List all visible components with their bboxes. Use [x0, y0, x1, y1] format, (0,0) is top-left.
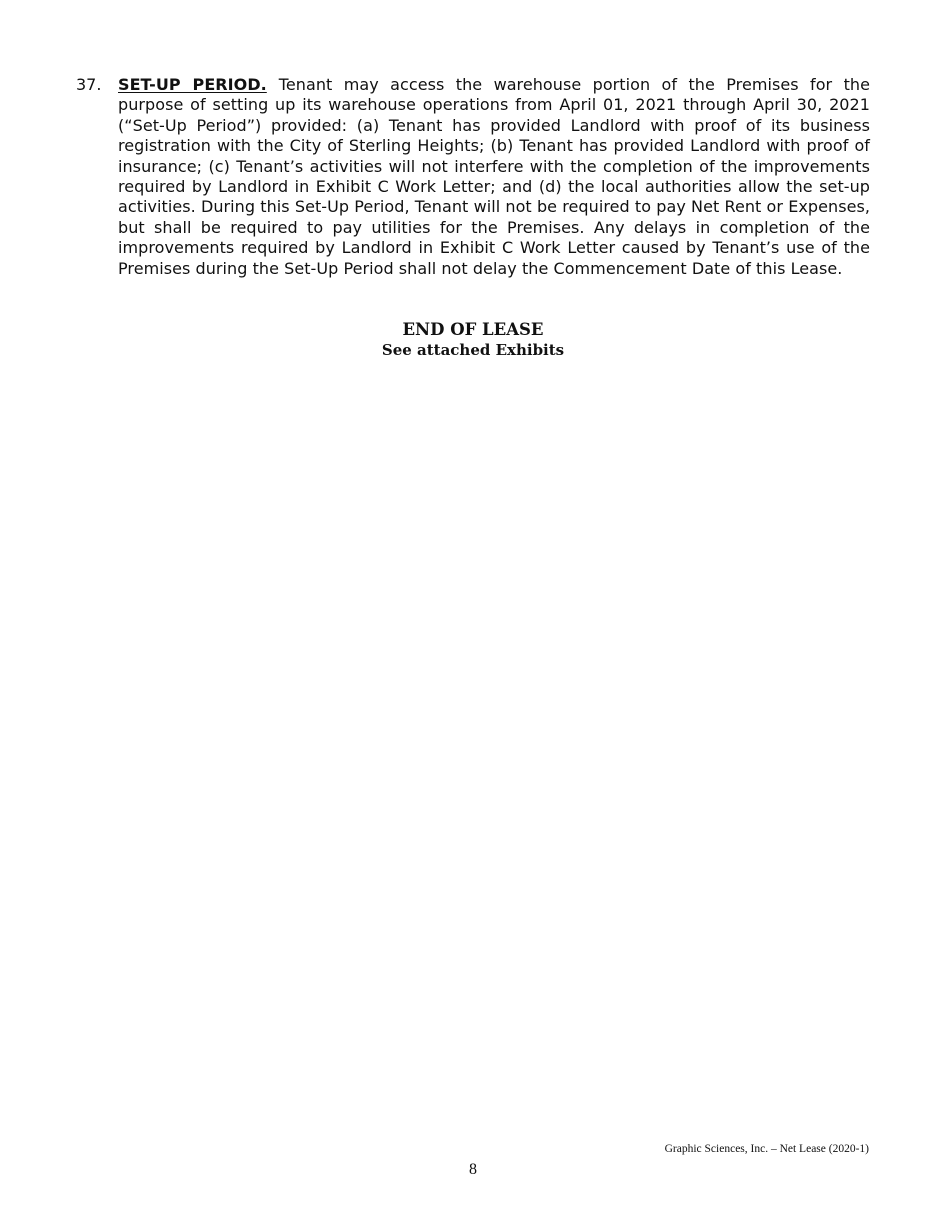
footer-document-label: Graphic Sciences, Inc. – Net Lease (2020-1) — [664, 1143, 869, 1155]
section-paragraph — [118, 75, 870, 279]
end-of-lease-title: END OF LEASE — [402, 320, 544, 339]
section-heading: SET-UP PERIOD. — [118, 75, 267, 94]
see-attached-exhibits: See attached Exhibits — [381, 341, 565, 359]
lease-section-37 — [76, 75, 870, 279]
end-of-lease-block — [0, 319, 933, 361]
page-number: 8 — [469, 1161, 477, 1178]
section-body-text: Tenant may access the warehouse portion of the Premises for the purpose of setting up its warehouse operations from April 01, 2021 through April 30, 2021 (“Set-Up Period”) provided: (a) Tenant has provided Landlord with proof of its business registration with the City of Sterling Heights; (b) Tenant has provided Landlord with proof of insurance; (c) Tenant’s activities will not interfere with the completion of the improvements required by Landlord in Exhibit C Work Letter; and (d) the local authorities allow the set-up activities. During this Set-Up Period, Tenant will not be required to pay Net Rent or Expenses, but shall be required to pay utilities for the Premises. Any delays in completion of the improvements required by Landlord in Exhibit C Work Letter caused by Tenant’s use of the Premises during the Set-Up Period shall not delay the Commencement Date of this Lease. — [118, 75, 870, 278]
section-number: 37. — [76, 75, 102, 94]
